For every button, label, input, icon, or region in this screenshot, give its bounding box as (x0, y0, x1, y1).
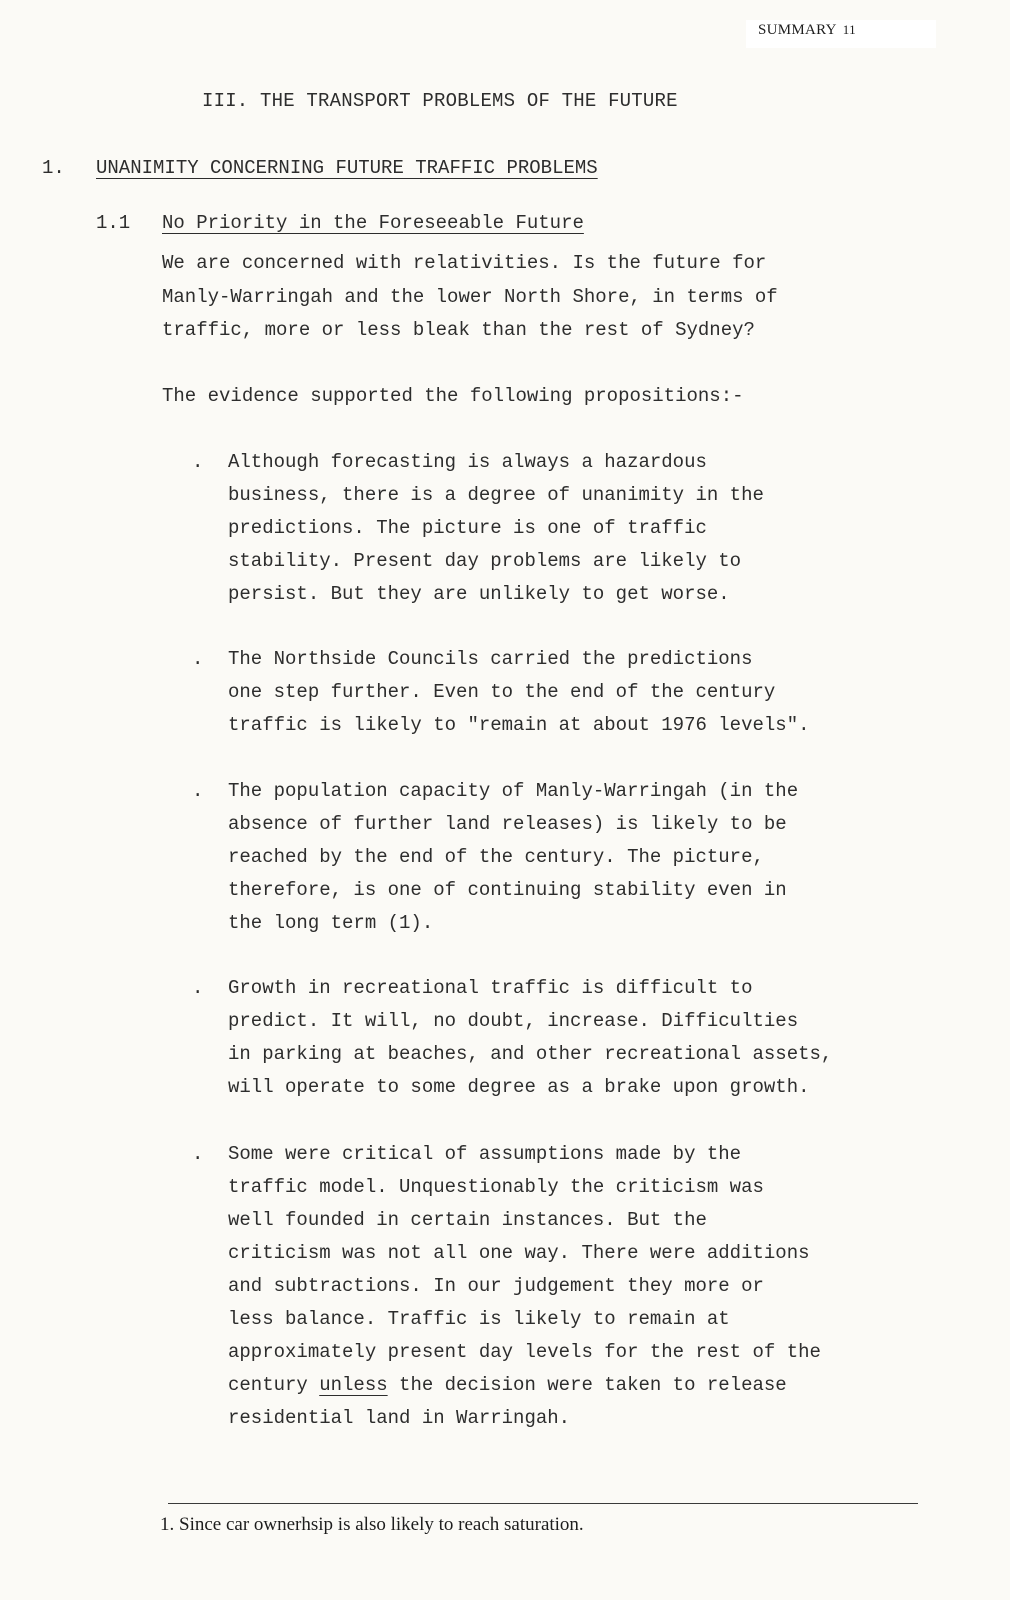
bullet-marker: . (192, 648, 204, 670)
emphasis-unless: unless (319, 1374, 388, 1396)
page-number: 11 (842, 22, 856, 37)
footnote: 1. Since car ownerhsip is also likely to reach saturation. (160, 1514, 584, 1535)
bullet-text: Although forecasting is always a hazardous business, there is a degree of unanimity in the predictions. The picture is one of traffic stability. Present day problems are likely to persist. But they are unlikely to get worse. (228, 451, 764, 605)
bullet-marker: . (192, 1143, 204, 1165)
bullet-text (228, 1138, 948, 1435)
bullet-marker: . (192, 780, 204, 802)
subsection-number: 1.1 (96, 212, 131, 234)
section-title: UNANIMITY CONCERNING FUTURE TRAFFIC PROBLEMS (96, 157, 598, 179)
bullet-text: Growth in recreational traffic is difficult to predict. It will, no doubt, increase. Difficulties in parking at beaches, and other recreational assets, will operate to some degree as a brake upon growth. (228, 977, 833, 1098)
chapter-title: III. THE TRANSPORT PROBLEMS OF THE FUTURE (202, 90, 678, 112)
bullet-marker: . (192, 977, 204, 999)
footnote-rule (168, 1503, 918, 1504)
section-heading (42, 157, 598, 179)
running-head (758, 22, 856, 39)
bullet-text: The population capacity of Manly-Warringah (in the absence of further land releases) is likely to be reached by the end of the century. The picture, therefore, is one of continuing stability even in the long term (1). (228, 780, 799, 934)
bullet-text-part: the decision were taken to release residential land in Warringah. (228, 1374, 787, 1429)
section-number: 1. (42, 157, 65, 179)
subsection-heading (96, 212, 584, 234)
bullet-text: The Northside Councils carried the predictions one step further. Even to the end of the century traffic is likely to "remain at about 1976 levels". (228, 648, 810, 736)
intro-paragraph: We are concerned with relativities. Is the future for Manly-Warringah and the lower North Shore, in terms of traffic, more or less bleak than the rest of Sydney? (162, 252, 778, 341)
bullet-marker: . (192, 451, 204, 473)
running-head-label: SUMMARY (758, 22, 837, 38)
bullet-text-part: Some were critical of assumptions made by the traffic model. Unquestionably the criticism was well founded in certain instances. But the criticism was not all one way. There were additions and subtractions. In our judgement they more or less balance. Traffic is likely to remain at approximately present day levels for the rest of the century (228, 1143, 821, 1396)
evidence-paragraph: The evidence supported the following propositions:- (162, 385, 744, 407)
subsection-title: No Priority in the Foreseeable Future (162, 212, 584, 234)
